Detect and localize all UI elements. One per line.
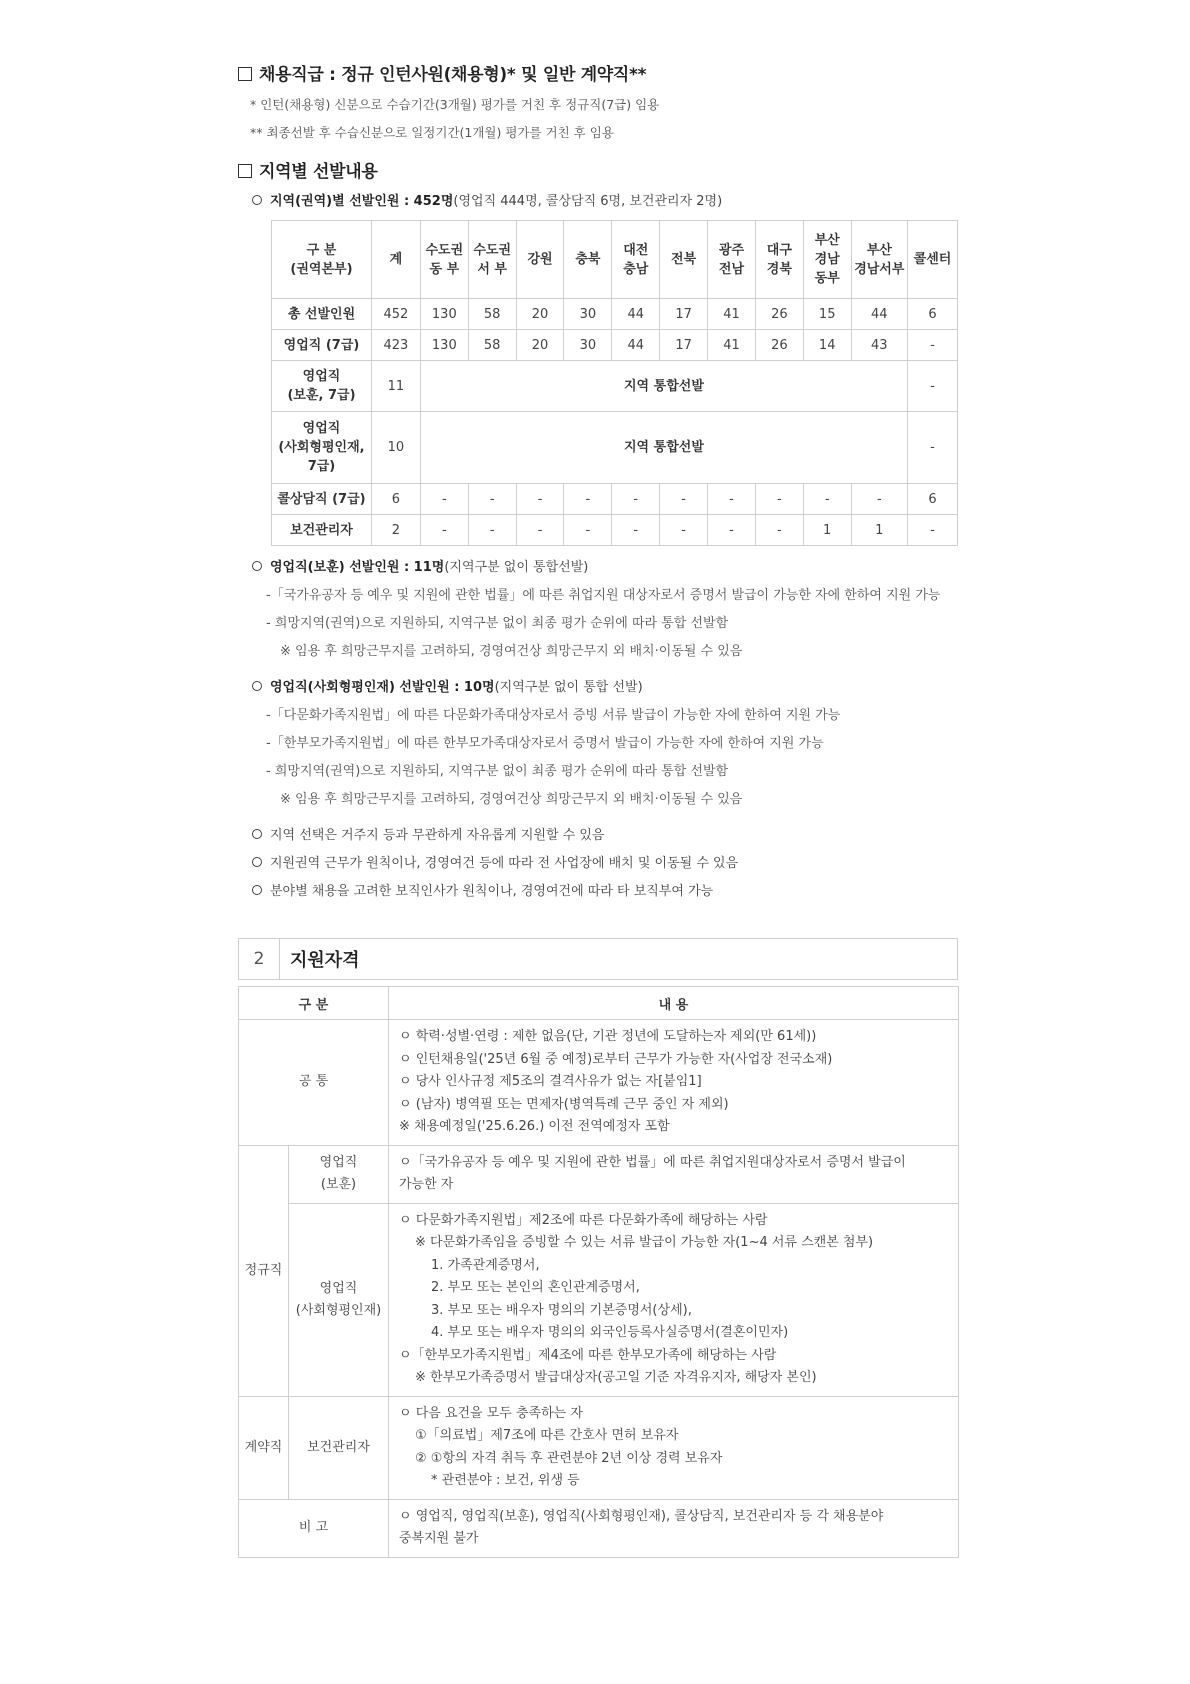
table-cell: - [660, 484, 708, 515]
header-category: 구 분 [239, 987, 389, 1020]
header-content: 내 용 [389, 987, 959, 1020]
row-label: 보건관리자 [272, 515, 372, 546]
misc-bullet-2: 지원권역 근무가 원칙이나, 경영여건 등에 따라 전 사업장에 배치 및 이동될 수 있음 [252, 850, 958, 878]
square-bullet-icon [238, 164, 252, 178]
note-contract: ** 최종선발 후 수습신분으로 일정기간(1개월) 평가를 거친 후 임용 [250, 125, 614, 140]
header-region: 콜센터 [907, 221, 957, 299]
table-header-row [272, 221, 958, 299]
section-number: 2 [239, 939, 280, 979]
qual-row-note [239, 1499, 959, 1557]
social-line: ㅇ 다문화가족지원법」제2조에 따른 다문화가족에 해당하는 사람 [399, 1212, 768, 1228]
regional-selection-table [271, 220, 958, 546]
table-cell-total: 10 [371, 412, 420, 484]
header-region: 강원 [516, 221, 564, 299]
table-cell: 58 [468, 330, 516, 361]
social-bullet: 영업직(사회형평인재) 선발인원 : 10명(지역구분 없이 통합 선발) [252, 674, 958, 702]
qual-row-bohun [239, 1145, 959, 1203]
table-cell: - [420, 484, 468, 515]
label-social: 영업직 (사회형평인재) [289, 1203, 389, 1396]
table-cell: 43 [851, 330, 907, 361]
table-cell: 1 [851, 515, 907, 546]
header-region: 충북 [564, 221, 612, 299]
table-cell: 30 [564, 330, 612, 361]
bohun-remark: ※ 임용 후 희망근무지를 고려하되, 경영여건상 희망근무지 외 배치·이동될 수 있음 [280, 644, 743, 659]
bohun-bullet: 영업직(보훈) 선발인원 : 11명(지역구분 없이 통합선발) [252, 554, 958, 582]
table-row [272, 484, 958, 515]
table-row [272, 299, 958, 330]
regional-total-bullet: 지역(권역)별 선발인원 : 452명(영업직 444명, 콜상담직 6명, 보건관리자 2명) [252, 188, 958, 216]
table-row [272, 330, 958, 361]
circle-bullet-icon [252, 829, 262, 839]
circle-bullet-icon [252, 885, 262, 895]
health-line: * 관련분야 : 보건, 위생 등 [431, 1473, 580, 1488]
table-cell: 6 [907, 299, 957, 330]
content-note [389, 1499, 959, 1557]
table-cell: - [708, 515, 756, 546]
header-region: 수도권 서 부 [468, 221, 516, 299]
social-line: ※ 한부모가족증명서 발급대상자(공고일 기준 자격유지자, 해당자 본인) [415, 1370, 817, 1385]
note-line: 중복지원 불가 [399, 1531, 479, 1546]
table-cell: - [907, 412, 957, 484]
table-cell: 44 [612, 299, 660, 330]
table-cell-total: 11 [371, 361, 420, 412]
merged-cell: 지역 통합선발 [420, 361, 907, 412]
table-cell: - [516, 484, 564, 515]
table-cell: 44 [851, 299, 907, 330]
qual-row-health [239, 1396, 959, 1499]
row-label: 영업직 (보훈, 7급) [272, 361, 372, 412]
table-cell: 423 [371, 330, 420, 361]
table-cell: 58 [468, 299, 516, 330]
label-contract: 계약직 [239, 1396, 289, 1499]
circle-bullet-icon [252, 195, 262, 205]
table-cell: - [612, 484, 660, 515]
social-line: 3. 부모 또는 배우자 명의의 기본증명서(상세), [431, 1302, 692, 1318]
table-cell: 1 [803, 515, 851, 546]
table-cell: 17 [660, 330, 708, 361]
header-region: 부산 경남 동부 [803, 221, 851, 299]
header-region: 계 [371, 221, 420, 299]
row-label: 콜상담직 (7급) [272, 484, 372, 515]
content-health [389, 1396, 959, 1499]
table-cell: 20 [516, 330, 564, 361]
table-cell: 6 [907, 484, 957, 515]
table-cell: - [564, 515, 612, 546]
social-dash-3: - 희망지역(권역)으로 지원하되, 지역구분 없이 최종 평가 순위에 따라 통합 선발함 [266, 764, 729, 779]
table-cell: - [516, 515, 564, 546]
bohun-line: 가능한 자 [399, 1177, 454, 1192]
table-cell: - [660, 515, 708, 546]
content-common [389, 1020, 959, 1146]
common-line: ㅇ 당사 인사규정 제5조의 결격사유가 없는 자[붙임1] [399, 1074, 702, 1089]
merged-cell: 지역 통합선발 [420, 412, 907, 484]
qual-row-social [239, 1203, 959, 1396]
health-line: ② ①항의 자격 취득 후 관련분야 2년 이상 경력 보유자 [415, 1450, 723, 1466]
table-cell: 6 [371, 484, 420, 515]
table-cell: 2 [371, 515, 420, 546]
table-cell: 17 [660, 299, 708, 330]
table-cell: 452 [371, 299, 420, 330]
section-heading-text: 지원자격 [290, 950, 360, 971]
table-cell: - [612, 515, 660, 546]
table-cell: 44 [612, 330, 660, 361]
common-line: ㅇ 학력·성별·연령 : 제한 없음(단, 기관 정년에 도달하는자 제외(만 61세)) [399, 1029, 817, 1044]
common-line: ㅇ (남자) 병역필 또는 면제자(병역특례 근무 중인 자 제외) [399, 1096, 729, 1112]
table-cell: 20 [516, 299, 564, 330]
table-cell: - [468, 484, 516, 515]
section-heading-qualifications [238, 938, 958, 980]
table-cell: 30 [564, 299, 612, 330]
common-line: ※ 채용예정일('25.6.26.) 이전 전역예정자 포함 [399, 1119, 670, 1134]
document-page [238, 60, 958, 1558]
table-cell: - [851, 484, 907, 515]
circle-bullet-icon [252, 857, 262, 867]
header-region: 전북 [660, 221, 708, 299]
qual-header-row [239, 987, 959, 1020]
table-cell: 26 [755, 330, 803, 361]
table-cell: 41 [708, 299, 756, 330]
row-label: 영업직 (7급) [272, 330, 372, 361]
header-region: 부산 경남서부 [851, 221, 907, 299]
health-line: ㅇ 다음 요건을 모두 충족하는 자 [399, 1405, 583, 1421]
table-row [272, 412, 958, 484]
social-line: 1. 가족관계증명서, [431, 1257, 540, 1273]
table-cell: - [907, 330, 957, 361]
table-cell: - [755, 484, 803, 515]
row-label: 총 선발인원 [272, 299, 372, 330]
row-label: 영업직 (사회형평인재, 7급) [272, 412, 372, 484]
qualification-table [238, 986, 959, 1558]
misc-bullet-1: 지역 선택은 거주지 등과 무관하게 자유롭게 지원할 수 있음 [252, 822, 958, 850]
header-region: 광주 전남 [708, 221, 756, 299]
label-health: 보건관리자 [289, 1396, 389, 1499]
circle-bullet-icon [252, 681, 262, 691]
table-cell: 130 [420, 299, 468, 330]
label-note: 비 고 [239, 1499, 389, 1557]
table-cell: - [907, 515, 957, 546]
table-cell: 130 [420, 330, 468, 361]
header-region: 대구 경북 [755, 221, 803, 299]
social-line: ㅇ「한부모가족지원법」제4조에 따른 한부모가족에 해당하는 사람 [399, 1347, 777, 1363]
content-social [389, 1203, 959, 1396]
table-cell: - [420, 515, 468, 546]
section-title-regional: 지역별 선발내용 [238, 157, 958, 182]
table-cell: - [803, 484, 851, 515]
header-region: 수도권 동 부 [420, 221, 468, 299]
note-line: ㅇ 영업직, 영업직(보훈), 영업직(사회형평인재), 콜상담직, 보건관리자 등 각 채용분야 [399, 1508, 884, 1524]
misc-bullet-3: 분야별 채용을 고려한 보직인사가 원칙이나, 경영여건에 따라 타 보직부여 가능 [252, 878, 958, 906]
section-title-employment-grade: 채용직급 : 정규 인턴사원(채용형)* 및 일반 계약직** [238, 60, 958, 85]
social-line: 2. 부모 또는 본인의 혼인관계증명서, [431, 1280, 640, 1295]
table-cell: - [564, 484, 612, 515]
social-remark: ※ 임용 후 희망근무지를 고려하되, 경영여건상 희망근무지 외 배치·이동될 수 있음 [280, 792, 743, 807]
table-cell: - [907, 361, 957, 412]
social-line: ※ 다문화가족임을 증빙할 수 있는 서류 발급이 가능한 자(1~4 서류 스캔본 첨부) [415, 1235, 874, 1250]
table-cell: - [468, 515, 516, 546]
table-cell: 41 [708, 330, 756, 361]
label-bohun: 영업직 (보훈) [289, 1145, 389, 1203]
header-category: 구 분 (권역본부) [272, 221, 372, 299]
social-dash-1: -「다문화가족지원법」에 따른 다문화가족대상자로서 증빙 서류 발급이 가능한 자에 한하여 지원 가능 [266, 708, 841, 723]
bohun-line: ㅇ「국가유공자 등 예우 및 지원에 관한 법률」에 따른 취업지원대상자로서 증명서 발급이 [399, 1154, 906, 1170]
common-line: ㅇ 인턴채용일('25년 6월 중 예정)로부터 근무가 가능한 자(사업장 전국소재) [399, 1051, 833, 1067]
square-bullet-icon [238, 67, 252, 81]
label-common: 공 통 [239, 1020, 389, 1146]
table-cell: 15 [803, 299, 851, 330]
table-cell: 14 [803, 330, 851, 361]
table-cell: 26 [755, 299, 803, 330]
qual-row-common [239, 1020, 959, 1146]
table-cell: - [755, 515, 803, 546]
content-bohun [389, 1145, 959, 1203]
table-cell: - [708, 484, 756, 515]
social-line: 4. 부모 또는 배우자 명의의 외국인등록사실증명서(결혼이민자) [431, 1325, 789, 1340]
circle-bullet-icon [252, 561, 262, 571]
bohun-dash-2: - 희망지역(권역)으로 지원하되, 지역구분 없이 최종 평가 순위에 따라 통합 선발함 [266, 616, 729, 631]
health-line: ①「의료법」제7조에 따른 간호사 면허 보유자 [415, 1428, 679, 1443]
table-row [272, 515, 958, 546]
header-region: 대전 충남 [612, 221, 660, 299]
table-row [272, 361, 958, 412]
note-intern: * 인턴(채용형) 신분으로 수습기간(3개월) 평가를 거친 후 정규직(7급) 임용 [250, 97, 660, 112]
social-dash-2: -「한부모가족지원법」에 따른 한부모가족대상자로서 증명서 발급이 가능한 자에 한하여 지원 가능 [266, 736, 824, 751]
label-regular: 정규직 [239, 1145, 289, 1396]
bohun-dash-1: -「국가유공자 등 예우 및 지원에 관한 법률」에 따른 취업지원 대상자로서 증명서 발급이 가능한 자에 한하여 지원 가능 [266, 588, 941, 603]
